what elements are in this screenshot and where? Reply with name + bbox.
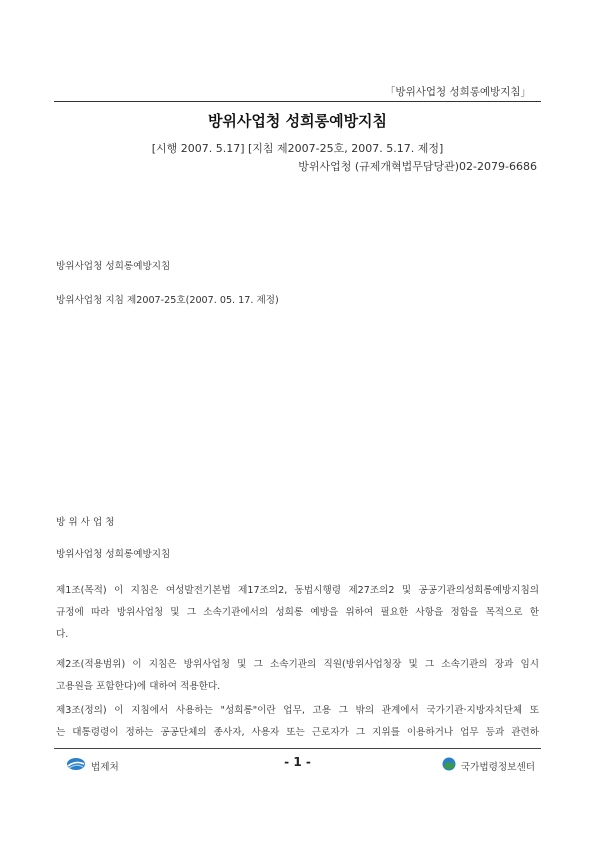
article-3 (56, 700, 539, 744)
regulation-name: 방위사업청 성희롱예방지침 (56, 261, 171, 272)
footer-law-center (442, 757, 535, 774)
header-divider (54, 101, 541, 102)
contact-info: 방위사업청 (규제개혁법무담당관)02-2079-6686 (298, 160, 537, 173)
article-line: 제2조(적용범위) 이 지침은 방위사업청 및 그 소속기관의 직원(방위사업청장 및 그 소속기관의 장과 임시 (56, 659, 539, 670)
article-line: 다. (56, 629, 69, 640)
page-number: - 1 - (284, 755, 311, 769)
header-document-tag: 「방위사업청 성희롱예방지침」 (384, 86, 531, 98)
regulation-name-repeat: 방위사업청 성희롱예방지침 (56, 549, 171, 560)
footer-right-label: 국가법령정보센터 (460, 761, 535, 773)
footer-divider (54, 748, 541, 749)
article-line: 제3조(정의) 이 지침에서 사용하는 "성희롱"이란 업무, 고용 그 밖의 관계에서 국가기관·지방자치단체 또 (56, 705, 539, 716)
article-line: 규정에 따라 방위사업청 및 그 소속기관에서의 성희롱 예방을 위하여 필요한 사항을 정함을 목적으로 한 (56, 607, 539, 618)
regulation-number: 방위사업청 지침 제2007-25호(2007. 05. 17. 제정) (56, 295, 279, 306)
law-center-logo-icon (442, 757, 456, 774)
enactment-info: [시행 2007. 5.17] [지침 제2007-25호, 2007. 5.17. 제정] (151, 142, 444, 155)
article-1 (56, 580, 539, 646)
document-title: 방위사업청 성희롱예방지침 (207, 112, 388, 130)
footer-left-label: 법제처 (91, 761, 119, 773)
article-line: 제1조(목적) 이 지침은 여성발전기본법 제17조의2, 동법시행령 제27조의2 및 공공기관의성희롱예방지침의 (56, 585, 539, 596)
article-line: 고용원을 포함한다)에 대하여 적용한다. (56, 681, 221, 692)
agency-name: 방 위 사 업 청 (56, 517, 115, 528)
article-line: 는 대통령령이 정하는 공공단체의 종사자, 사용자 또는 근로자가 그 지위를 이용하거나 업무 등과 관련하 (56, 727, 539, 738)
article-2 (56, 654, 539, 698)
